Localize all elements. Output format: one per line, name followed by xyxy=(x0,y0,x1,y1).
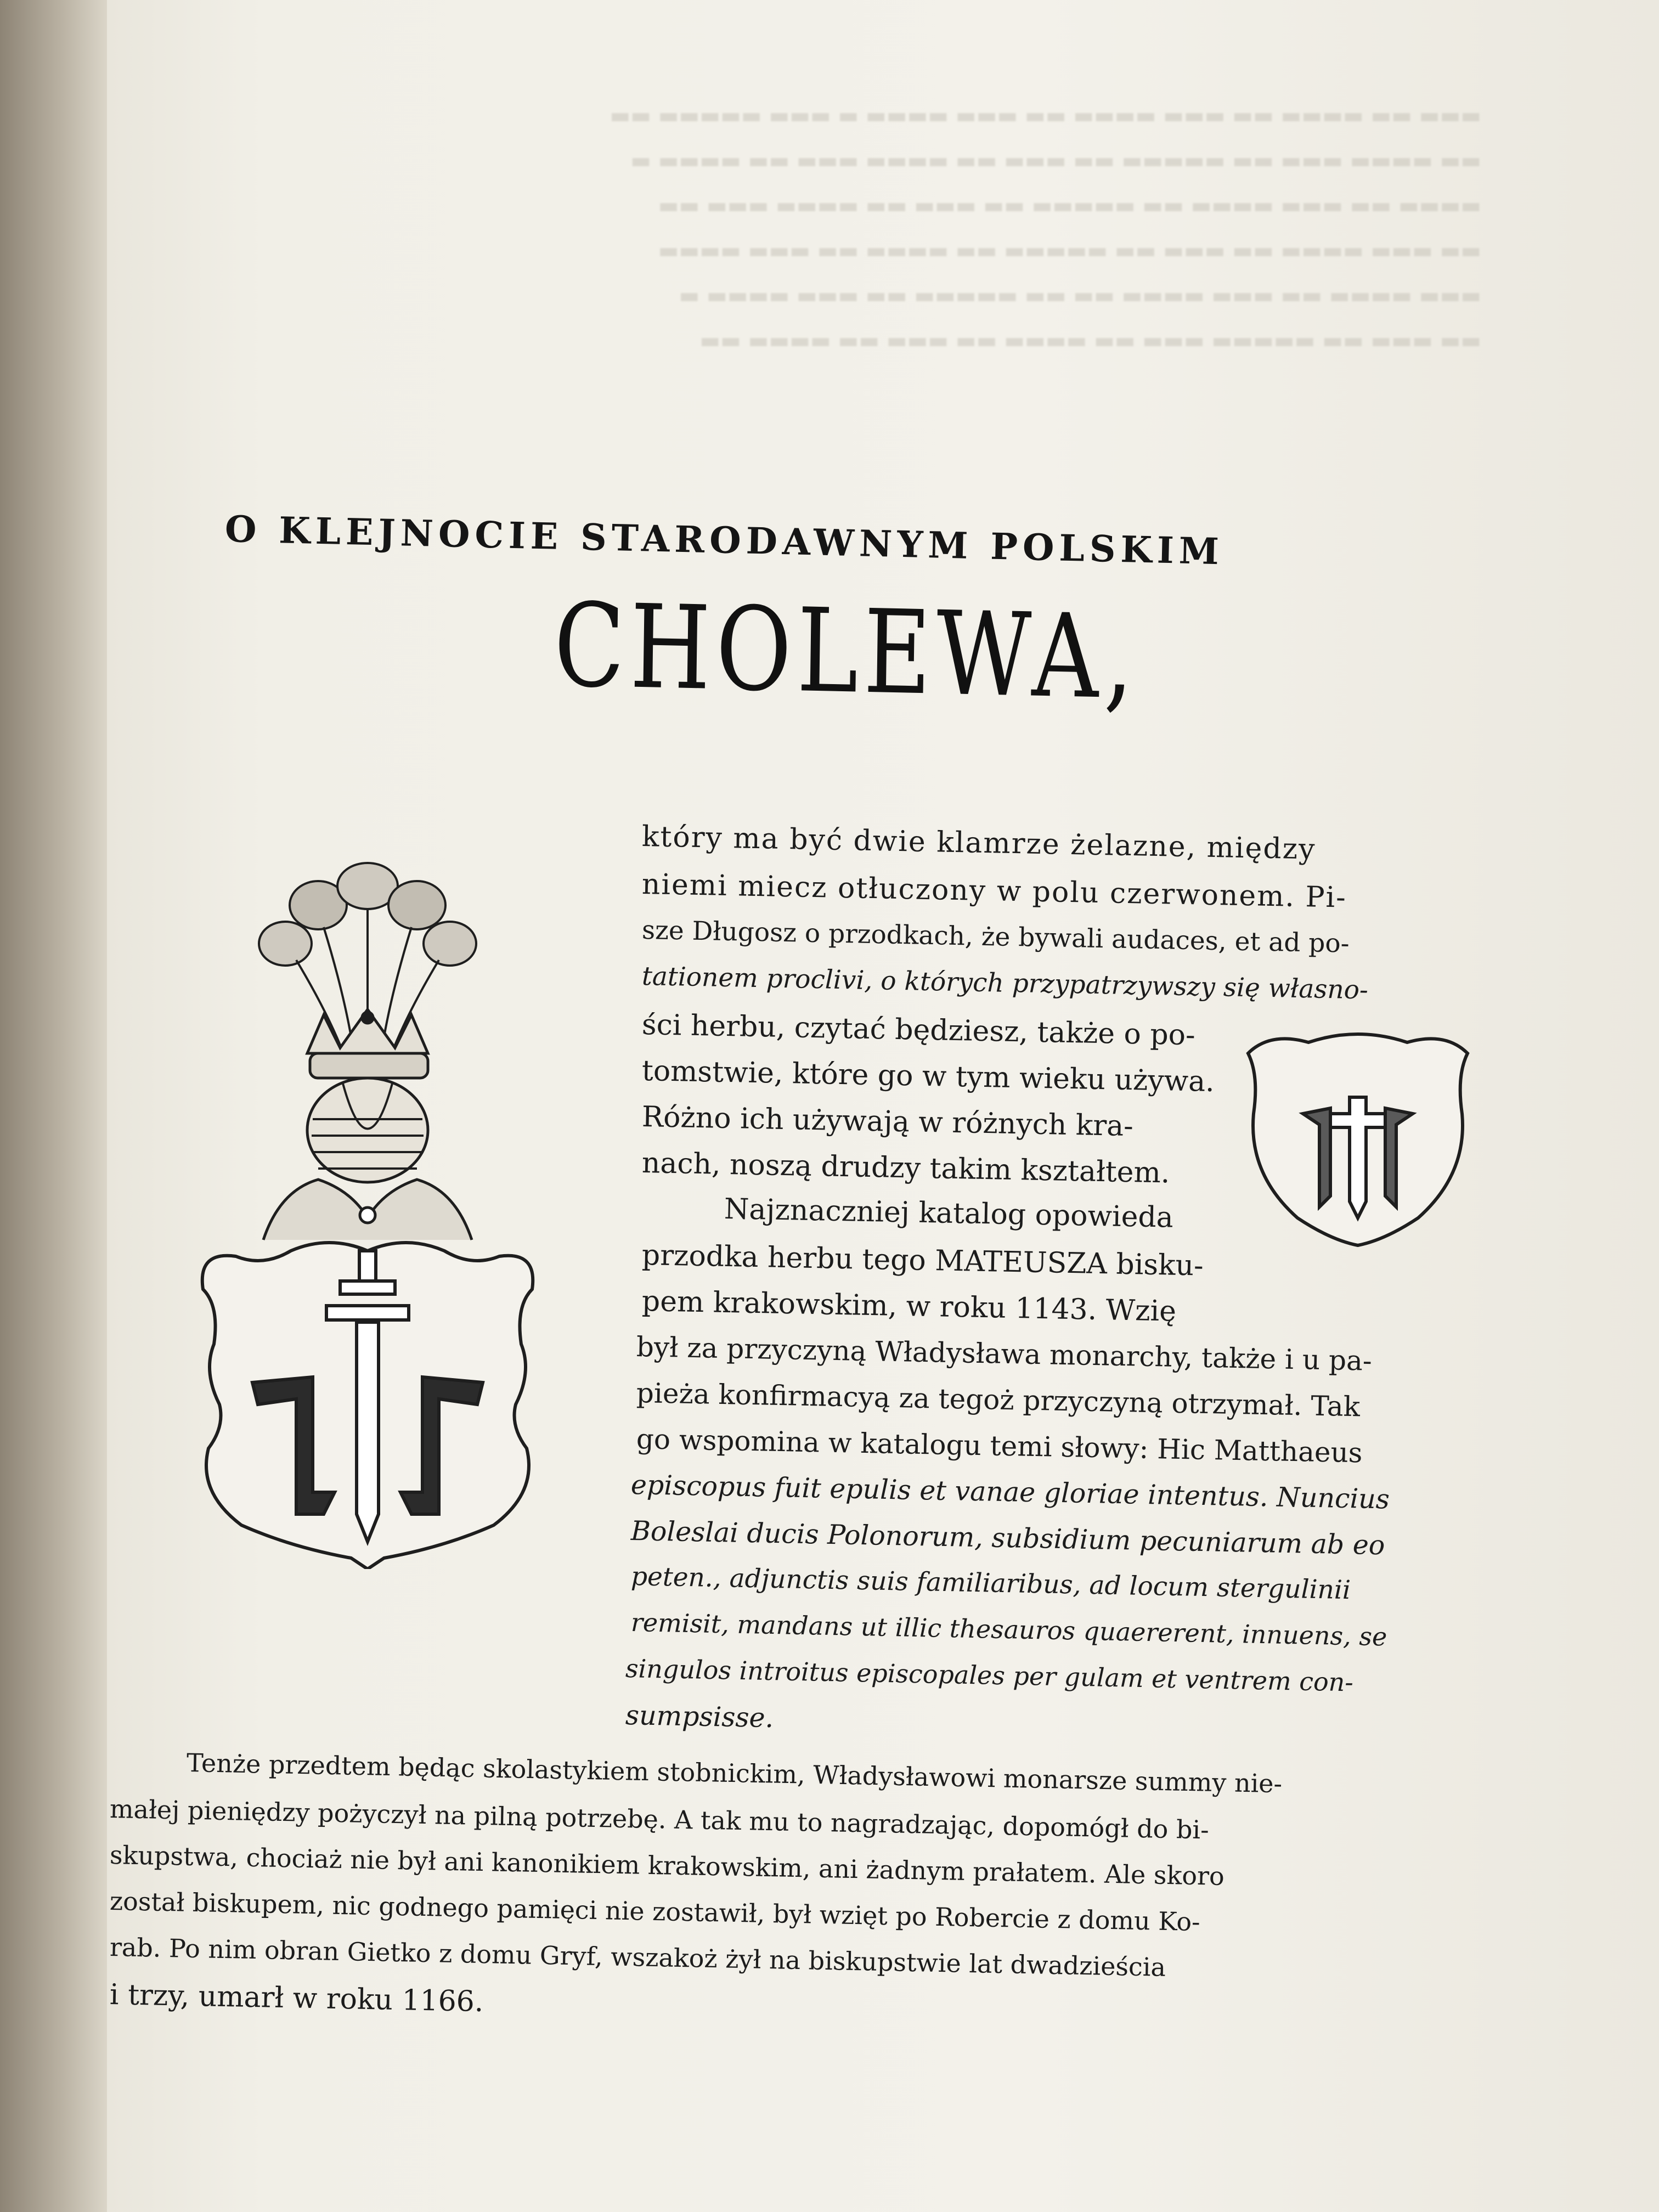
text-line-21: Tenże przedtem będąc skolastykiem stobnickim, Władysławowi monarsze summy nie- xyxy=(186,1748,1283,1799)
book-spine xyxy=(0,0,110,2212)
text-line-15: episcopus fuit epulis et vanae gloriae intentus. Nuncius xyxy=(630,1469,1390,1515)
text-line-5: ści herbu, czytać będziesz, także o po- xyxy=(641,1008,1196,1052)
text-line-4: tationem proclivi, o których przypatrzywszy się własno- xyxy=(641,961,1369,1006)
small-shield-emblem xyxy=(1237,1020,1479,1251)
coat-of-arms-illustration xyxy=(187,834,571,1569)
text-line-23: skupstwa, chociaż nie był ani kanonikiem krakowskim, ani żadnym prałatem. Ale skoro xyxy=(109,1840,1225,1892)
text-line-12: był za przyczyną Władysława monarchy, także i u pa- xyxy=(636,1331,1373,1377)
bleed-through-texture: ▬▬▬ ▬▬ ▬▬▬▬ ▬▬ ▬▬▬ ▬▬▬▬ ▬▬ ▬▬▬ ▬▬▬▬ ▬ ▬▬▬ ▬▬▬▬▬ ▬▬ ▬▬ ▬▬▬▬ ▬▬▬ ▬▬ ▬▬▬▬▬ ▬▬ ▬▬▬ ▬▬ ▬▬▬▬ ▬▬▬ ▬▬ ▬▬▬▬ ▬ ▬▬▬▬ ▬▬ ▬▬▬ ▬▬▬▬ ▬▬ ▬▬▬▬▬ ▬▬ ▬▬▬ ▬▬ ▬▬▬▬ ▬▬▬ ▬▬ ▬▬ ▬▬▬ ▬▬▬▬ ▬▬ ▬▬▬ ▬▬ ▬▬▬▬▬ ▬▬ ▬▬▬▬ ▬▬ ▬▬▬ ▬▬▬▬ ▬▬▬ ▬▬▬▬ ▬▬ ▬▬▬ ▬▬▬▬ ▬▬ ▬▬ ▬▬▬▬▬ ▬▬ ▬▬▬ ▬▬▬▬ ▬ ▬▬ ▬▬▬ ▬▬ ▬▬▬▬▬ ▬▬▬ ▬▬ ▬▬▬▬ ▬▬ ▬▬▬ ▬▬ ▬▬▬▬ ▬▬ xyxy=(610,103,1481,353)
page-heading: O KLEJNOCIE STARODAWNYM POLSKIM xyxy=(224,507,1224,573)
text-line-20: sumpsisse. xyxy=(625,1700,774,1734)
text-line-14: go wspomina w katalogu temi słowy: Hic Matthaeus xyxy=(636,1423,1363,1469)
text-line-1: który ma być dwie klamrze żelazne, między xyxy=(641,820,1317,866)
text-line-24: został biskupem, nic godnego pamięci nie zostawił, był wzięt po Robercie z domu Ko- xyxy=(109,1886,1201,1937)
text-line-19: singulos introitus episcopales per gulam et ventrem con- xyxy=(625,1654,1354,1697)
text-line-11: pem krakowskim, w roku 1143. Wzię xyxy=(641,1285,1177,1328)
text-line-6: tomstwie, które go w tym wieku używa. xyxy=(641,1054,1215,1099)
text-line-17: peten., adjunctis suis familiaribus, ad locum stergulinii xyxy=(630,1561,1351,1606)
text-line-16: Boleslai ducis Polonorum, subsidium pecuniarum ab eo xyxy=(630,1515,1385,1561)
text-line-26: i trzy, umarł w roku 1166. xyxy=(109,1978,484,2019)
text-line-3: sze Długosz o przodkach, że bywali audaces, et ad po- xyxy=(641,915,1350,959)
text-line-9: Najznaczniej katalog opowieda xyxy=(724,1193,1174,1234)
text-line-2: niemi miecz otłuczony w polu czerwonem. Pi- xyxy=(641,868,1347,915)
text-line-10: przodka herbu tego MATEUSZA bisku- xyxy=(641,1239,1204,1283)
page-title: CHOLEWA, xyxy=(553,578,1140,725)
text-line-22: małej pieniędzy pożyczył na pilną potrzebę. A tak mu to nagradzając, dopomógł do bi- xyxy=(109,1794,1210,1845)
text-line-7: Różno ich używają w różnych kra- xyxy=(641,1101,1134,1143)
text-line-8: nach, noszą drudzy takim kształtem. xyxy=(641,1147,1170,1190)
text-line-13: pieża konfirmacyą za tegoż przyczyną otrzymał. Tak xyxy=(636,1377,1361,1423)
text-line-18: remisit, mandans ut illic thesauros quaererent, innuens, se xyxy=(630,1607,1387,1652)
text-line-25: rab. Po nim obran Gietko z domu Gryf, wszakoż żył na biskupstwie lat dwadzieścia xyxy=(109,1932,1166,1982)
